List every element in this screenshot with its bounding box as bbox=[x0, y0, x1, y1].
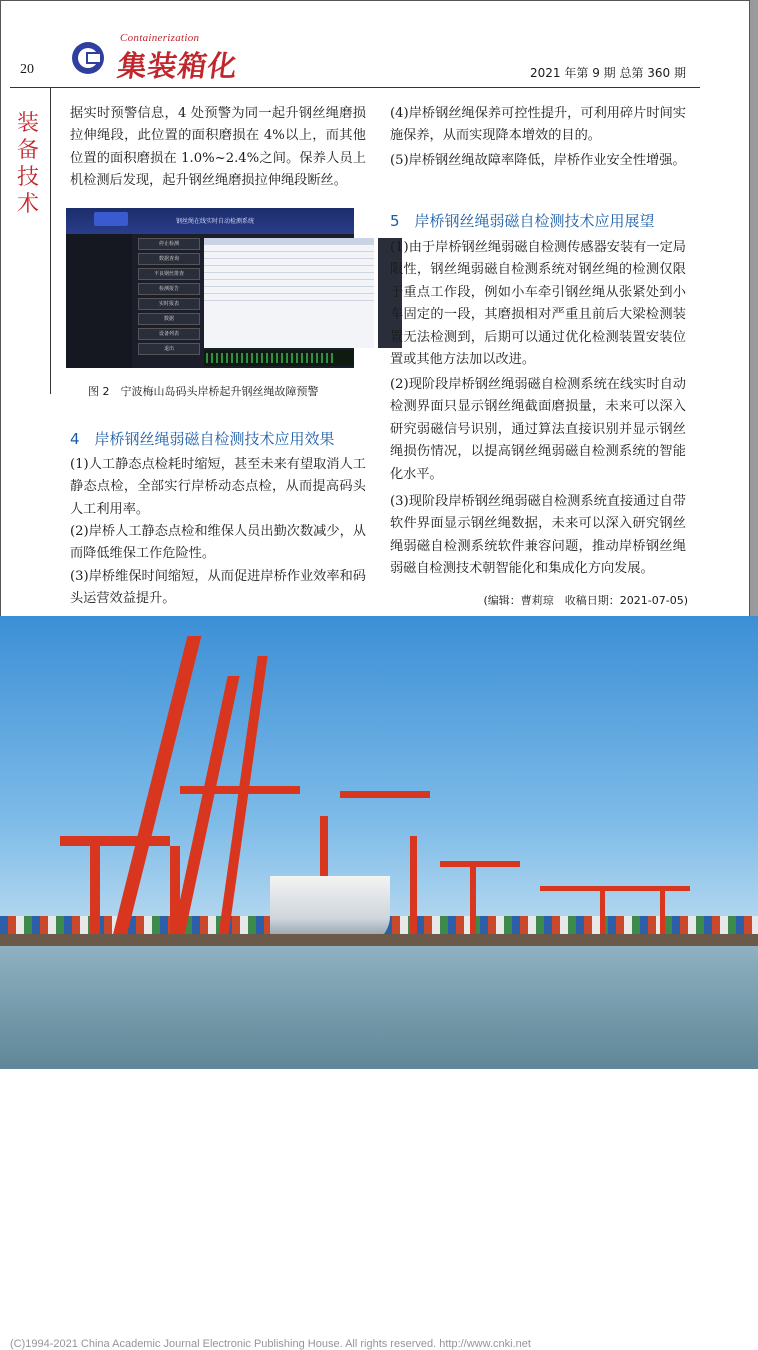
header-divider bbox=[10, 87, 700, 88]
figure-menu-item: 实时报表 bbox=[138, 298, 200, 310]
journal-logo-icon bbox=[70, 40, 106, 76]
figure-title: 钢丝绳在线实时自动检测系统 bbox=[176, 218, 255, 225]
figure-menu-item: 检测报告 bbox=[138, 283, 200, 295]
left-paragraph-1: 据实时预警信息，4 处预警为同一起升钢丝绳磨损拉伸绳段，此位置的面积磨损在 4%以上，而其他位置的面积磨损在 1.0%~2.4%之间。保养人员上机检测后发现，起升钢丝绳磨损拉伸绳段断丝。 bbox=[70, 106, 366, 189]
editor-note: (编辑：曹莉琼 收稿日期：2021-07-05) bbox=[483, 594, 688, 607]
crane-girder bbox=[180, 786, 300, 794]
figure-menu-item: 退出 bbox=[138, 343, 200, 355]
harbor-water bbox=[0, 946, 758, 1069]
figure-menu-item: 数据 bbox=[138, 313, 200, 325]
section-5-heading: 5 岸桥钢丝绳弱磁自检测技术应用展望 bbox=[390, 212, 655, 230]
brand-chinese: 集装箱化 bbox=[115, 49, 241, 83]
figure-logo-icon bbox=[94, 212, 128, 226]
figure-menu bbox=[138, 238, 200, 358]
port-crane-photo bbox=[0, 616, 758, 1350]
right-paragraph-3: (1)由于岸桥钢丝绳弱磁自检测传感器安装有一定局限性，钢丝绳弱磁自检测系统对钢丝绳的检测仅限于重点工作段，例如小车牵引钢丝绳从张紧处到小车固定的一段，其磨损相对严重且前后大梁检测装置无法检测到，后期可以通过优化检测装置安装位置或其他方法加以改进。 bbox=[390, 240, 686, 368]
crane-leg bbox=[600, 891, 605, 936]
right-paragraph-4: (2)现阶段岸桥钢丝绳弱磁自检测系统在线实时自动检测界面只显示钢丝绳截面磨损量，未来可以深入研究弱磁信号识别，通过算法直接识别并显示钢丝绳损伤情况，以提高钢丝绳弱磁自检测系统的智能化水平。 bbox=[390, 377, 686, 482]
figure-caption: 图 2 宁波梅山岛码头岸桥起升钢丝绳故障预警 bbox=[88, 385, 319, 398]
crane-girder bbox=[60, 836, 170, 846]
section-tag: 装备技术 bbox=[16, 111, 39, 217]
left-paragraph-2: (1)人工静态点检耗时缩短，甚至未来有望取消人工静态点检，全部实行岸桥动态点检，从而提高码头人工利用率。 bbox=[70, 457, 366, 517]
figure-sidebar bbox=[66, 234, 132, 368]
right-paragraph-1: (4)岸桥钢丝绳保养可控性提升，可利用碎片时间实施保养，从而实现降本增效的目的。 bbox=[390, 106, 686, 144]
crane-girder bbox=[440, 861, 520, 867]
crane-leg bbox=[170, 846, 180, 936]
crane-leg bbox=[410, 836, 417, 936]
watermark: (C)1994-2021 China Academic Journal Electronic Publishing House. All rights reserved. http://www.cnki.net bbox=[10, 1338, 531, 1350]
section-divider bbox=[50, 88, 51, 394]
figure-2-screenshot bbox=[66, 208, 354, 368]
brand-english: Containerization bbox=[120, 32, 200, 44]
crane-girder bbox=[540, 886, 690, 891]
left-paragraph-4: (3)岸桥维保时间缩短，从而促进岸桥作业效率和码头运营效益提升。 bbox=[70, 569, 366, 607]
right-paragraph-5: (3)现阶段岸桥钢丝绳弱磁自检测系统直接通过自带软件界面显示钢丝绳数据，未来可以深入研究钢丝绳弱磁自检测系统软件兼容问题，推动岸桥钢丝绳弱磁自检测技术朝智能化和集成化方向发展。 bbox=[390, 494, 686, 577]
figure-menu-item: 设备列表 bbox=[138, 328, 200, 340]
crane-leg bbox=[660, 891, 665, 936]
figure-signal-graph bbox=[206, 353, 336, 363]
issue-info: 2021 年第 9 期 总第 360 期 bbox=[530, 66, 686, 80]
crane-girder bbox=[340, 791, 430, 798]
crane-leg bbox=[90, 846, 100, 936]
right-paragraph-2: (5)岸桥钢丝绳故障率降低，岸桥作业安全性增强。 bbox=[390, 153, 686, 168]
left-paragraph-3: (2)岸桥人工静态点检和维保人员出勤次数减少，从而降低维保工作危险性。 bbox=[70, 524, 366, 562]
crane-leg bbox=[470, 866, 476, 936]
section-4-heading: 4 岸桥钢丝绳弱磁自检测技术应用效果 bbox=[70, 430, 335, 448]
page-number: 20 bbox=[20, 62, 34, 77]
figure-data-table bbox=[204, 238, 374, 348]
figure-menu-item: 不良钢丝排查 bbox=[138, 268, 200, 280]
figure-titlebar bbox=[66, 208, 354, 234]
figure-menu-item: 数据查询 bbox=[138, 253, 200, 265]
figure-menu-item: 停止检测 bbox=[138, 238, 200, 250]
